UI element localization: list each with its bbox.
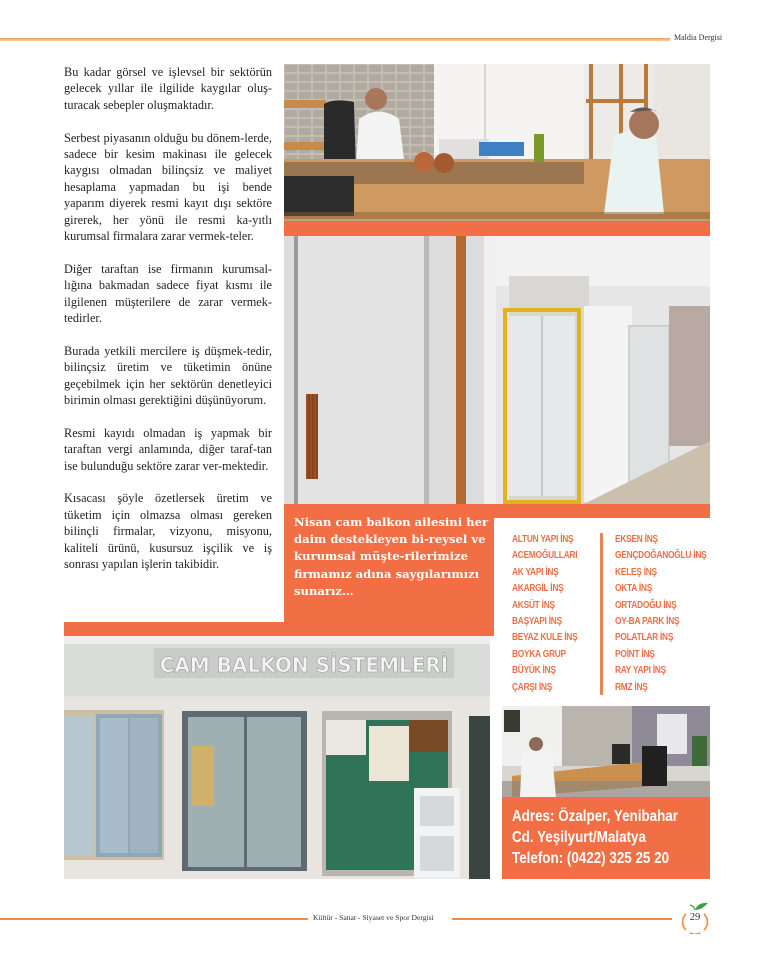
article-paragraph: Burada yetkili mercilere iş düşmek-tedir, bilinçsiz üretim ve tüketimin önüne geçebilmek için her sektörün denetleyici birimin olması gerektiğini düşünüyorum. [64, 343, 272, 408]
firm-name: KELEŞ İNŞ [615, 566, 657, 578]
magazine-name: Maldia Dergisi [674, 33, 723, 42]
firm-name: EKSEN İNŞ [615, 534, 658, 545]
article-paragraph: Bu kadar görsel ve işlevsel bir sektörün gelecek yıllar ile ilgilide kaygılar oluş-turacak sebepler oluşmaktadır. [64, 65, 272, 112]
footer-rule [452, 918, 672, 920]
article-paragraph: Resmi kayıdı olmadan iş yapmak bir taraftan vergi anlamında, diğer taraf-tan ise bulunduğu sektöre zarar ver-mektedir. [64, 425, 272, 473]
firms-list-right [615, 532, 706, 696]
firm-name: AKARGİL İNŞ [512, 583, 564, 595]
header-rule [0, 38, 670, 41]
contact-text [512, 806, 678, 869]
page-number: 29 [689, 912, 701, 923]
firm-name: AK YAPI İNŞ [512, 566, 559, 578]
phone-number: Telefon: (0422) 325 25 20 [512, 850, 670, 867]
article-body [64, 64, 272, 589]
address-line: Adres: Özalper, Yenibahar [512, 808, 678, 825]
firm-name: RMZ İNŞ [615, 681, 648, 693]
footer-rule [0, 918, 308, 920]
firm-name: ÇARŞI İNŞ [512, 681, 553, 693]
firm-name: BOYKA GRUP [512, 648, 566, 660]
accent-bar [64, 622, 494, 636]
firm-name: GENÇDOĞANOĞLU İNŞ [615, 550, 707, 562]
article-paragraph: Diğer taraftan ise firmanın kurumsal-lığına bakmadan sadece fiyat kısmı ile ilgilenen müşterilere de zarar vermek-tedirler. [64, 261, 272, 326]
firm-name: OY-BA PARK İNŞ [615, 615, 680, 627]
firms-divider [600, 533, 603, 695]
firm-name: BEYAZ KULE İNŞ [512, 632, 578, 644]
firm-name: OKTA İNŞ [615, 583, 653, 595]
firm-name: ORTADOĞU İNŞ [615, 599, 677, 611]
office-photo [502, 706, 710, 797]
firm-name: POİNT İNŞ [615, 648, 655, 660]
showroom-photo [64, 636, 490, 879]
quote-text: Nisan cam balkon ailesini her daim destekleyen bi-reysel ve kurumsal müşte-rilerimize firmamız adına saygılarımızı sunarız… [294, 515, 489, 598]
firm-name: ACEMOĞULLARI [512, 550, 578, 562]
article-paragraph: Kısacası şöyle özetlersek üretim ve tüketim için olmazsa olması gereken bilinçli firmalar, vizyonu, misyonu, kaliteli ürünü, kusursuz işçilik ve iş sonrası yapılan işlerin takibidir. [64, 491, 272, 572]
firm-name: BÜYÜK İNŞ [512, 665, 556, 677]
article-paragraph: Serbest piyasanın olduğu bu dönem-lerde, sadece bir kesim makinası ile gelecek kaygısı olmadan bilinçsiz ve maliyet hesaplama yapmadan bu işi bende yaparım diyerek resmi kayıt dışı sektöre girerek, her yönü ile resmi ka-yıtlı kurumsal firmalara zarar vermek-teler. [64, 130, 272, 244]
showroom-sign: CAM BALKON SİSTEMLERİ [159, 653, 449, 677]
firm-name: BAŞYAPI İNŞ [512, 615, 562, 627]
firm-name: RAY YAPI İNŞ [615, 665, 666, 677]
firm-name: ALTUN YAPI İNŞ [512, 534, 574, 545]
firms-list-left [512, 532, 577, 696]
firm-name: AKSÜT İNŞ [512, 599, 555, 611]
firm-name: POLATLAR İNŞ [615, 632, 674, 644]
shower-cabin-showroom-photo [284, 236, 710, 504]
footer-tagline: Kültür - Sanat - Siyaset ve Spor Dergisi [313, 913, 434, 922]
address-line: Cd. Yeşilyurt/Malatya [512, 829, 646, 846]
accent-bar [284, 221, 710, 236]
office-meeting-photo [284, 64, 710, 221]
